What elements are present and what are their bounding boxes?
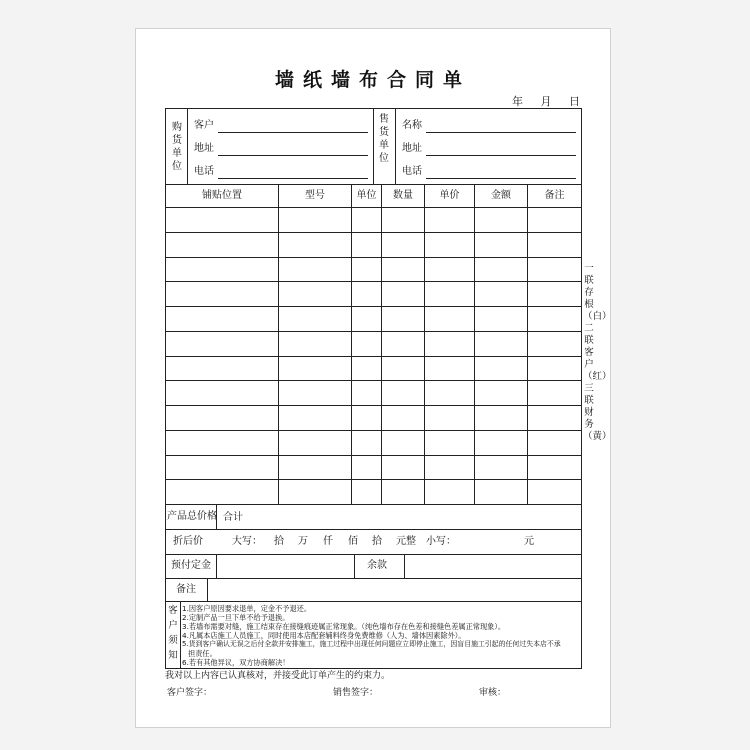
- notice-line-5-cont: 担责任。: [188, 649, 217, 658]
- seller-name-field[interactable]: [426, 132, 576, 133]
- buyer-label: 购货单位: [172, 122, 182, 172]
- date-year: 年: [512, 95, 523, 108]
- notice-label: 客户须知: [168, 605, 178, 661]
- customer-signature-label: 客户签字：: [167, 688, 213, 698]
- unit-bai: 佰: [348, 536, 358, 547]
- sales-signature-label: 销售签字：: [333, 688, 379, 698]
- col-header-unit-price: 单价: [439, 190, 460, 201]
- confirm-statement: 我对以上内容已认真核对，并接受此订单产生的约束力。: [165, 671, 391, 681]
- buyer-address-label: 地址: [194, 143, 214, 154]
- seller-address-field[interactable]: [426, 155, 576, 156]
- col-header-unit: 单位: [356, 190, 377, 201]
- deposit-label: 预付定金: [171, 560, 211, 571]
- col-header-model: 型号: [305, 190, 325, 201]
- buyer-address-field[interactable]: [218, 155, 368, 156]
- notice-line-2: 2.定制产品一旦下单不给予退换。: [182, 613, 290, 622]
- seller-label: 售货单位: [379, 114, 389, 164]
- buyer-phone-field[interactable]: [218, 178, 368, 179]
- col-header-position: 铺贴位置: [202, 190, 242, 201]
- notice-line-6: 6.若有其他异议，双方协商解决！: [182, 658, 290, 667]
- date-line: [512, 93, 580, 109]
- unit-qian: 仟: [323, 536, 333, 547]
- notice-line-1: 1.因客户原因要求退单，定金不予退还。: [182, 604, 312, 613]
- seller-address-label: 地址: [402, 143, 422, 154]
- notice-line-4: 4.凡属本店施工人员施工，同时使用本店配套辅料终身免费维修（人为、墙体因素除外）。: [182, 631, 466, 640]
- seller-phone-label: 电话: [402, 166, 422, 177]
- unit-yuan-zheng: 元整: [396, 536, 416, 547]
- review-signature-label: 审核：: [479, 688, 507, 698]
- discount-price-label: 折后价: [173, 536, 203, 547]
- col-header-amount: 金额: [491, 190, 511, 201]
- seller-name-label: 名称: [402, 120, 422, 131]
- total-label: 产品总价格: [167, 511, 217, 522]
- remark-label: 备注: [176, 584, 196, 595]
- contract-form: [135, 28, 611, 728]
- notice-line-5: 5.货到客户确认无误之后付全款并安排施工，施工过程中出现任何问题应立即停止施工，因盲目施工引起的任何过失本店不承: [182, 640, 561, 648]
- form-title: 墙纸墙布合同单: [274, 69, 471, 91]
- col-header-remark: 备注: [544, 190, 565, 201]
- unit-shi-1: 拾: [274, 536, 284, 547]
- date-day: 日: [569, 95, 580, 108]
- col-header-quantity: 数量: [393, 190, 413, 201]
- buyer-customer-label: 客户: [194, 120, 214, 131]
- unit-shi-2: 拾: [372, 536, 382, 547]
- sum-label: 合计: [223, 512, 243, 523]
- capital-label: 大写：: [232, 536, 262, 547]
- seller-phone-field[interactable]: [426, 178, 576, 179]
- notice-line-3: 3.若墙布需要对缝，施工结束存在接缝痕迹属正常现象。（纯色墙布存在色差和接缝色差属正常现象）。: [182, 622, 506, 631]
- date-month: 月: [540, 95, 552, 108]
- balance-label: 余款: [367, 560, 387, 571]
- buyer-customer-field[interactable]: [218, 132, 368, 133]
- unit-wan: 万: [298, 536, 308, 547]
- yuan-label: 元: [524, 536, 534, 547]
- small-amount-label: 小写：: [426, 536, 456, 547]
- buyer-phone-label: 电话: [194, 166, 214, 177]
- copy-distribution-note: 一联存根（白）二联客户（红）三联财务（黄）: [583, 263, 612, 442]
